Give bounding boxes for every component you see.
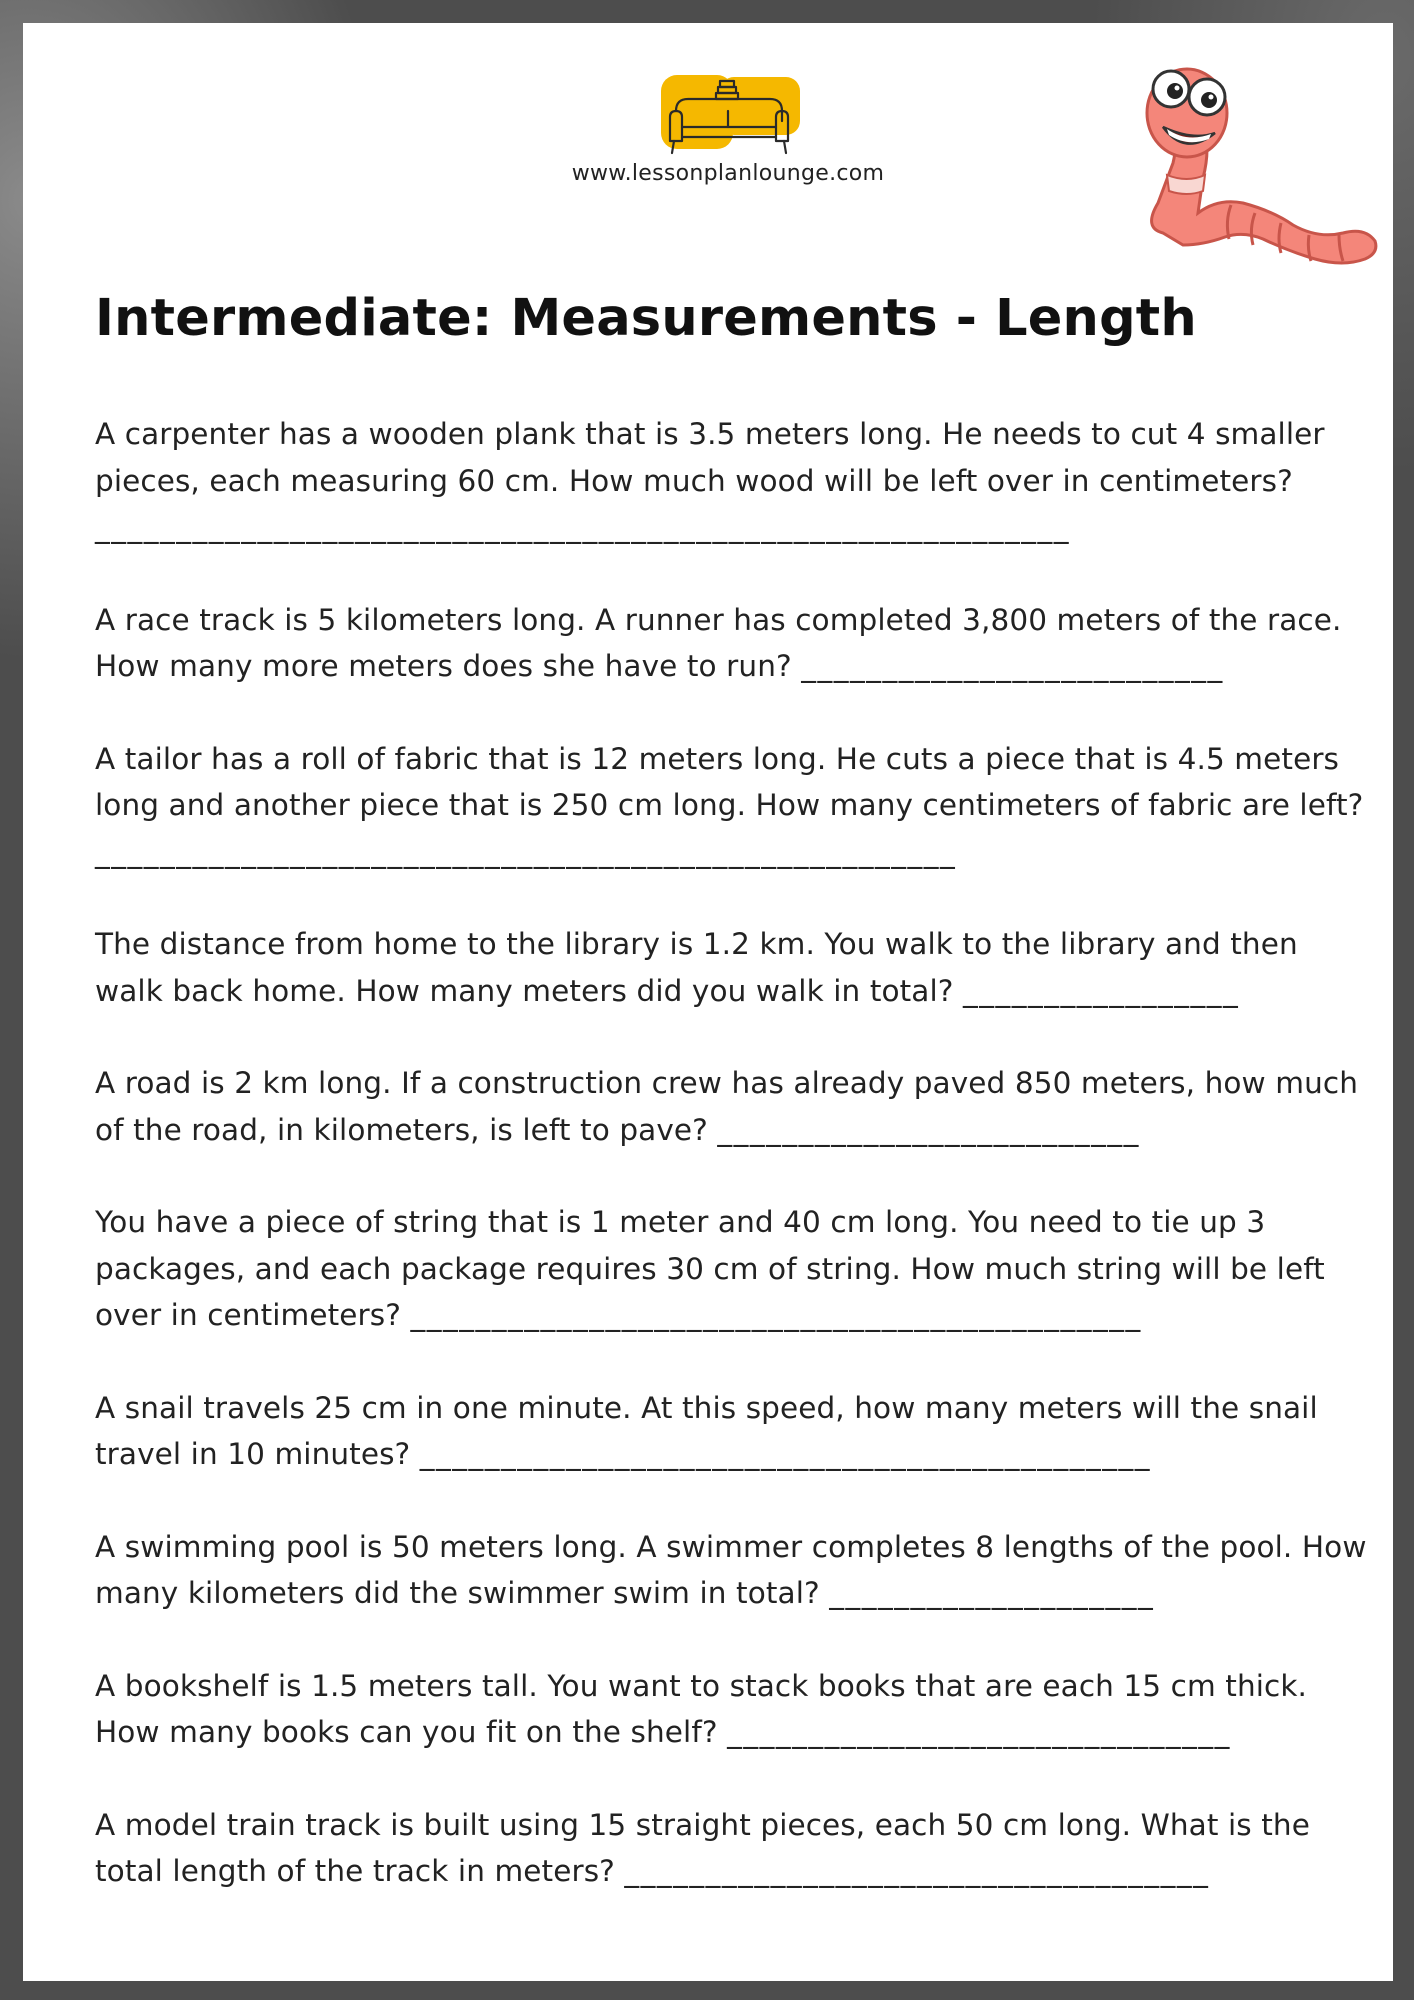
site-url[interactable]: www.lessonplanlounge.com (571, 161, 885, 186)
answer-blank[interactable]: __________________________ (801, 649, 1224, 683)
worksheet-title: Intermediate: Measurements - Length (95, 289, 1197, 348)
question-item (95, 736, 1375, 876)
worksheet-page (23, 23, 1393, 1981)
question-prompt: A swimming pool is 50 meters long. A swimmer completes 8 lengths of the pool. How many kilometers did the swimmer swim in total? (95, 1529, 1367, 1610)
question-item (95, 1663, 1375, 1756)
question-item (95, 597, 1375, 690)
question-item (95, 1524, 1375, 1617)
answer-blank[interactable]: _____________________________________________ (410, 1298, 1142, 1332)
question-prompt: The distance from home to the library is 1.2 km. You walk to the library and then walk back home. How many meters did you walk in total? (95, 927, 1298, 1008)
question-item (95, 1385, 1375, 1478)
answer-blank[interactable]: ____________________ (829, 1576, 1155, 1610)
answer-blank[interactable]: _____________________________________________ (419, 1437, 1152, 1471)
question-item (95, 1802, 1375, 1895)
answer-blank[interactable]: _____________________________________________________ (95, 834, 957, 869)
question-prompt: You have a piece of string that is 1 meter and 40 cm long. You need to tie up 3 packages, and each package requires 30 cm of string. How much string will be left over in centimeters? (95, 1205, 1325, 1332)
answer-blank[interactable]: ____________________________________________________________ (95, 510, 1070, 544)
answer-blank[interactable]: _______________________________ (727, 1715, 1231, 1749)
answer-blank[interactable]: __________________________ (717, 1112, 1140, 1147)
question-item (95, 921, 1375, 1014)
question-prompt: A tailor has a roll of fabric that is 12 meters long. He cuts a piece that is 4.5 meters long and another piece that is 250 cm long. How many centimeters of fabric are left? (95, 741, 1364, 822)
question-prompt: A snail travels 25 cm in one minute. At this speed, how many meters will the snail travel in 10 minutes? (95, 1390, 1318, 1471)
worm-mascot-icon (1103, 53, 1403, 293)
question-item (95, 1199, 1375, 1339)
answer-blank[interactable]: _________________ (963, 973, 1240, 1008)
question-prompt: A road is 2 km long. If a construction crew has already paved 850 meters, how much of the road, in kilometers, is left to pave? (95, 1066, 1358, 1147)
question-item (95, 1060, 1375, 1153)
answer-blank[interactable]: ____________________________________ (624, 1854, 1210, 1888)
question-prompt: A carpenter has a wooden plank that is 3.5 meters long. He needs to cut 4 smaller pieces, each measuring 60 cm. How much wood will be left over in centimeters? (95, 417, 1325, 498)
question-prompt: A race track is 5 kilometers long. A runner has completed 3,800 meters of the race. How many more meters does she have to run? (95, 602, 1342, 683)
couch-logo-icon (658, 71, 803, 163)
question-prompt: A bookshelf is 1.5 meters tall. You want to stack books that are each 15 cm thick. How many books can you fit on the shelf? (95, 1668, 1308, 1749)
question-prompt: A model train track is built using 15 straight pieces, each 50 cm long. What is the total length of the track in meters? (95, 1807, 1310, 1888)
question-item (95, 411, 1375, 551)
question-list (95, 411, 1375, 1895)
